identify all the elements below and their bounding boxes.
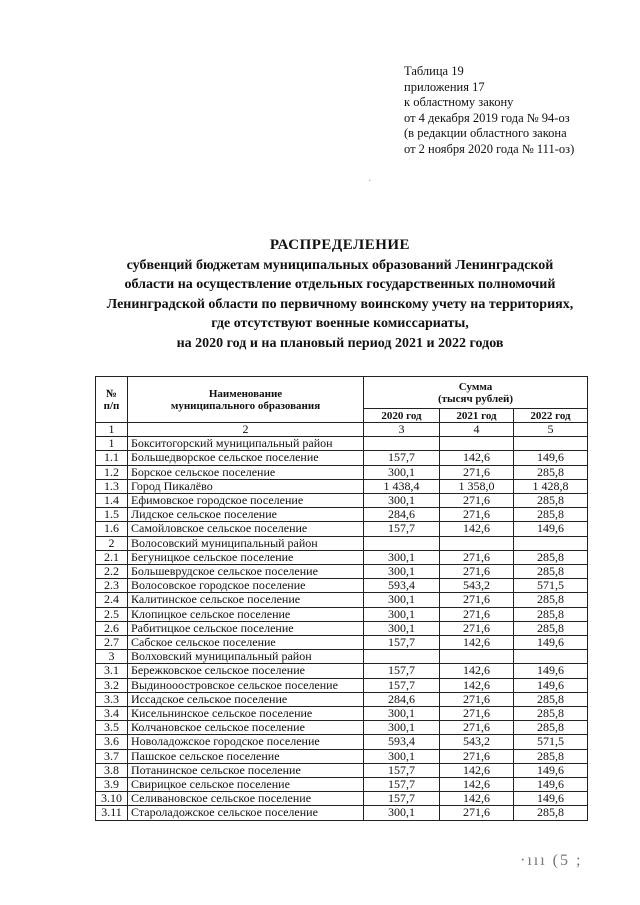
table-row: [96, 707, 588, 721]
row-value-2022: 285,8: [514, 593, 588, 607]
row-name: Кисельнинское сельское поселение: [128, 707, 364, 721]
row-value-2020: 157,7: [364, 778, 440, 792]
row-value-2021: [440, 650, 514, 664]
row-number: 3.5: [96, 721, 128, 735]
table-row: [96, 451, 588, 465]
row-value-2020: 284,6: [364, 508, 440, 522]
row-number: 1.4: [96, 494, 128, 508]
row-value-2020: 300,1: [364, 465, 440, 479]
row-number: 3.7: [96, 749, 128, 763]
row-name: Бережковское сельское поселение: [128, 664, 364, 678]
table-row: [96, 607, 588, 621]
table-row: [96, 735, 588, 749]
row-value-2020: 284,6: [364, 692, 440, 706]
row-value-2022: 149,6: [514, 792, 588, 806]
row-value-2022: [514, 536, 588, 550]
row-value-2020: 157,7: [364, 636, 440, 650]
row-value-2021: 271,6: [440, 607, 514, 621]
row-value-2022: 149,6: [514, 778, 588, 792]
table-row: [96, 792, 588, 806]
title-line: где отсутствуют военные комиссариаты,: [211, 316, 469, 331]
table-row: [96, 550, 588, 564]
column-number: 5: [514, 423, 588, 437]
row-name: Колчановское сельское поселение: [128, 721, 364, 735]
row-value-2021: 271,6: [440, 621, 514, 635]
row-value-2020: 300,1: [364, 593, 440, 607]
row-number: 1.3: [96, 479, 128, 493]
header-note-line: приложения 17: [404, 79, 485, 94]
row-value-2022: 149,6: [514, 678, 588, 692]
row-number: 3: [96, 650, 128, 664]
row-number: 2.6: [96, 621, 128, 635]
row-value-2020: 157,7: [364, 792, 440, 806]
table-row: [96, 664, 588, 678]
row-value-2022: 285,8: [514, 692, 588, 706]
row-name: Потанинское сельское поселение: [128, 763, 364, 777]
row-number: 2.5: [96, 607, 128, 621]
row-number: 2: [96, 536, 128, 550]
header-year-2020: 2020 год: [364, 409, 440, 423]
header-note-line: от 4 декабря 2019 года № 94-оз: [404, 110, 570, 125]
row-value-2020: 300,1: [364, 565, 440, 579]
row-value-2020: 300,1: [364, 607, 440, 621]
table-row: [96, 678, 588, 692]
row-name: Волховский муниципальный район: [128, 650, 364, 664]
row-value-2021: 271,6: [440, 508, 514, 522]
row-number: 3.4: [96, 707, 128, 721]
row-value-2021: 271,6: [440, 806, 514, 820]
table-row: [96, 479, 588, 493]
row-value-2020: 300,1: [364, 806, 440, 820]
row-value-2020: 300,1: [364, 494, 440, 508]
header-note: [404, 64, 574, 157]
row-name: Свирицкое сельское поселение: [128, 778, 364, 792]
table-row: [96, 721, 588, 735]
row-value-2022: 285,8: [514, 621, 588, 635]
row-number: 2.3: [96, 579, 128, 593]
row-value-2022: 285,8: [514, 565, 588, 579]
row-number: 3.9: [96, 778, 128, 792]
column-number: 1: [96, 423, 128, 437]
row-value-2020: [364, 650, 440, 664]
row-value-2020: [364, 437, 440, 451]
table-row: [96, 806, 588, 820]
row-value-2020: [364, 536, 440, 550]
document-title: [60, 236, 620, 353]
row-value-2022: [514, 650, 588, 664]
title-line: на 2020 год и на плановый период 2021 и 2022 годов: [176, 335, 504, 351]
row-value-2022: 149,6: [514, 522, 588, 536]
row-value-2021: 271,6: [440, 565, 514, 579]
row-value-2020: 593,4: [364, 735, 440, 749]
header-col-sum: Сумма (тысяч рублей): [364, 377, 588, 409]
row-number: 1.1: [96, 451, 128, 465]
row-number: 3.8: [96, 763, 128, 777]
row-value-2021: 142,6: [440, 763, 514, 777]
row-value-2022: 285,8: [514, 721, 588, 735]
row-number: 1.2: [96, 465, 128, 479]
row-number: 2.1: [96, 550, 128, 564]
table-row: [96, 522, 588, 536]
row-value-2021: 543,2: [440, 579, 514, 593]
row-value-2021: 271,6: [440, 494, 514, 508]
header-year-2022: 2022 год: [514, 409, 588, 423]
table-row: [96, 763, 588, 777]
row-value-2021: 271,6: [440, 707, 514, 721]
row-number: 1: [96, 437, 128, 451]
table-row: [96, 650, 588, 664]
row-name: Город Пикалёво: [128, 479, 364, 493]
row-name: Волосовский муниципальный район: [128, 536, 364, 550]
row-value-2021: 142,6: [440, 664, 514, 678]
table-row: [96, 536, 588, 550]
table-row: [96, 494, 588, 508]
row-value-2022: [514, 437, 588, 451]
row-value-2022: 285,8: [514, 494, 588, 508]
title-line: субвенций бюджетам муниципальных образований Ленинградской: [126, 257, 554, 273]
row-value-2020: 300,1: [364, 749, 440, 763]
row-number: 3.11: [96, 806, 128, 820]
row-value-2022: 149,6: [514, 664, 588, 678]
row-value-2021: 142,6: [440, 522, 514, 536]
row-number: 3.1: [96, 664, 128, 678]
row-name: Самойловское сельское поселение: [128, 522, 364, 536]
row-value-2021: [440, 437, 514, 451]
row-value-2022: 285,8: [514, 508, 588, 522]
row-name: Бокситогорский муниципальный район: [128, 437, 364, 451]
header-col-no: № п/п: [96, 377, 128, 423]
row-number: 2.7: [96, 636, 128, 650]
row-name: Селивановское сельское поселение: [128, 792, 364, 806]
table-row: [96, 621, 588, 635]
row-value-2022: 149,6: [514, 451, 588, 465]
row-name: Новоладожское городское поселение: [128, 735, 364, 749]
row-value-2021: [440, 536, 514, 550]
row-value-2020: 157,7: [364, 522, 440, 536]
row-value-2022: 285,8: [514, 465, 588, 479]
row-name: Волосовское городское поселение: [128, 579, 364, 593]
row-number: 3.6: [96, 735, 128, 749]
row-value-2020: 300,1: [364, 707, 440, 721]
table-row: [96, 778, 588, 792]
header-col-name: Наименование муниципального образования: [128, 377, 364, 423]
row-value-2020: 1 438,4: [364, 479, 440, 493]
row-value-2022: 149,6: [514, 636, 588, 650]
row-number: 2.4: [96, 593, 128, 607]
row-value-2021: 142,6: [440, 636, 514, 650]
header-note-line: Таблица 19: [404, 64, 464, 78]
row-value-2020: 300,1: [364, 621, 440, 635]
row-name: Выдинооостровское сельское поселение: [128, 678, 364, 692]
row-value-2021: 142,6: [440, 778, 514, 792]
row-value-2020: 300,1: [364, 550, 440, 564]
row-name: Борское сельское поселение: [128, 465, 364, 479]
row-value-2021: 543,2: [440, 735, 514, 749]
column-number: 4: [440, 423, 514, 437]
row-value-2021: 142,6: [440, 678, 514, 692]
table-row: [96, 508, 588, 522]
table-row: [96, 636, 588, 650]
row-number: 1.6: [96, 522, 128, 536]
row-name: Калитинское сельское поселение: [128, 593, 364, 607]
table-row: [96, 593, 588, 607]
table-row: [96, 692, 588, 706]
row-number: 1.5: [96, 508, 128, 522]
table-row: [96, 437, 588, 451]
row-value-2020: 300,1: [364, 721, 440, 735]
row-value-2022: 1 428,8: [514, 479, 588, 493]
row-name: Лидское сельское поселение: [128, 508, 364, 522]
header-note-line: (в редакции областного закона: [404, 126, 567, 140]
row-name: Большеврудское сельское поселение: [128, 565, 364, 579]
title-line: области на осуществление отдельных государственных полномочий: [124, 277, 556, 292]
row-value-2022: 149,6: [514, 763, 588, 777]
scan-speck: ·: [368, 176, 372, 187]
row-value-2020: 157,7: [364, 763, 440, 777]
scan-artifact: ·ııı (5 ;: [520, 852, 583, 869]
column-number: 3: [364, 423, 440, 437]
row-name: Пашское сельское поселение: [128, 749, 364, 763]
row-name: Староладожское сельское поселение: [128, 806, 364, 820]
row-value-2022: 285,8: [514, 806, 588, 820]
row-value-2020: 593,4: [364, 579, 440, 593]
row-number: 2.2: [96, 565, 128, 579]
header-note-line: к областному закону: [404, 95, 514, 109]
row-value-2021: 271,6: [440, 550, 514, 564]
row-name: Ефимовское городское поселение: [128, 494, 364, 508]
row-name: Клопицкое сельское поселение: [128, 607, 364, 621]
row-name: Большедворское сельское поселение: [128, 451, 364, 465]
row-number: 3.3: [96, 692, 128, 706]
title-main: РАСПРЕДЕЛЕНИЕ: [269, 237, 411, 253]
row-number: 3.10: [96, 792, 128, 806]
row-name: Иссадское сельское поселение: [128, 692, 364, 706]
table-row: [96, 465, 588, 479]
distribution-table: [95, 376, 588, 821]
table-row: [96, 749, 588, 763]
table-row: [96, 579, 588, 593]
row-value-2021: 271,6: [440, 721, 514, 735]
row-value-2021: 142,6: [440, 451, 514, 465]
row-number: 3.2: [96, 678, 128, 692]
table-row: [96, 565, 588, 579]
row-value-2022: 571,5: [514, 579, 588, 593]
row-value-2021: 271,6: [440, 593, 514, 607]
row-value-2022: 285,8: [514, 607, 588, 621]
row-name: Сабское сельское поселение: [128, 636, 364, 650]
title-line: Ленинградской области по первичному воинскому учету на территориях,: [106, 296, 574, 312]
row-value-2022: 571,5: [514, 735, 588, 749]
header-note-line: от 2 ноября 2020 года № 111-оз): [404, 141, 575, 156]
row-value-2021: 271,6: [440, 465, 514, 479]
header-year-2021: 2021 год: [440, 409, 514, 423]
row-value-2022: 285,8: [514, 749, 588, 763]
row-value-2021: 1 358,0: [440, 479, 514, 493]
row-value-2020: 157,7: [364, 678, 440, 692]
row-value-2021: 142,6: [440, 792, 514, 806]
row-name: Бегуницкое сельское поселение: [128, 550, 364, 564]
row-value-2021: 271,6: [440, 692, 514, 706]
row-value-2022: 285,8: [514, 707, 588, 721]
table-body: [96, 437, 588, 820]
row-value-2021: 271,6: [440, 749, 514, 763]
row-name: Рабитицкое сельское поселение: [128, 621, 364, 635]
row-value-2020: 157,7: [364, 451, 440, 465]
row-value-2020: 157,7: [364, 664, 440, 678]
row-value-2022: 285,8: [514, 550, 588, 564]
column-number: 2: [128, 423, 364, 437]
